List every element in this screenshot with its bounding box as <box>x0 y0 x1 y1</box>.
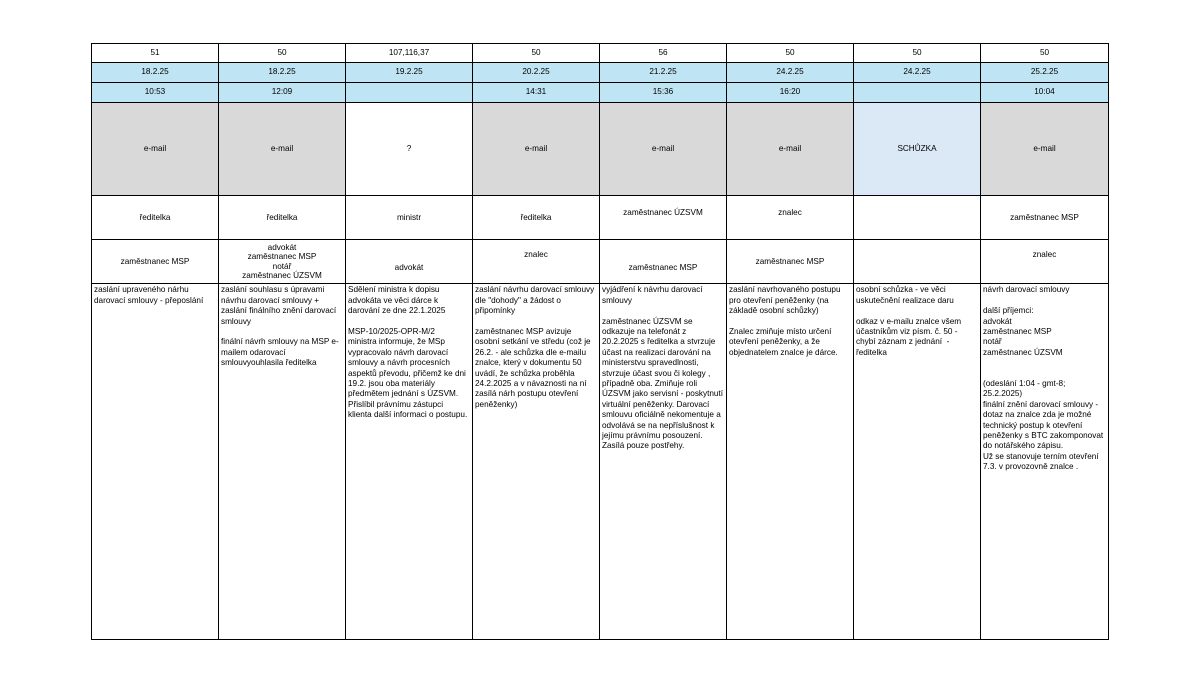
description-row <box>92 284 1109 640</box>
communication-type-cell: e-mail <box>92 103 219 196</box>
description-cell: zaslání souhlasu s úpravami návrhu darovací smlouvy + zaslání finálního znění darovací smlouvy finální návrh smlouvy na MSP e-mailem odarovací smlouvyouhlasila ředitelka <box>219 284 346 640</box>
date-cell: 18.2.25 <box>219 63 346 83</box>
sender-cell: zaměstnanec MSP <box>981 196 1109 240</box>
recipient-cell: znalec <box>473 240 600 284</box>
doc-number-cell: 56 <box>600 44 727 63</box>
doc-number-cell: 50 <box>473 44 600 63</box>
doc-number-cell: 50 <box>854 44 981 63</box>
time-cell: 15:36 <box>600 83 727 103</box>
timeline-table <box>91 43 1109 640</box>
sender-cell: ministr <box>346 196 473 240</box>
time-cell: 16:20 <box>727 83 854 103</box>
recipient-cell: zaměstnanec MSP <box>727 240 854 284</box>
time-row <box>92 83 1109 103</box>
date-cell: 19.2.25 <box>346 63 473 83</box>
time-cell <box>346 83 473 103</box>
description-cell: Sdělení ministra k dopisu advokáta ve věci dárce k darování ze dne 22.1.2025 MSP-10/2025-OPR-M/2 ministra informuje, že MSp vypracovalo návrh darovací smlouvy a návrh procesních aspektů převodu, přičemž ke dni 19.2. jsou oba materiály předmětem jednání s ÚZSVM. Přislíbil právnímu zástupci klienta další informaci o postupu. <box>346 284 473 640</box>
sender-cell: znalec <box>778 207 802 217</box>
date-row <box>92 63 1109 83</box>
communication-type-cell: ? <box>346 103 473 196</box>
sender-cell: ředitelka <box>92 196 219 240</box>
recipient-cell <box>854 240 981 284</box>
recipient-cell: zaměstnanec MSP <box>600 240 727 284</box>
date-cell: 25.2.25 <box>981 63 1109 83</box>
document-number-row <box>92 44 1109 63</box>
description-cell: osobní schůzka - ve věci uskutečnění realizace daru odkaz v e-mailu znalce všem účastníkům viz písm. č. 50 - chybí záznam z jednání - ředitelka <box>854 284 981 640</box>
description-cell: vyjádření k návrhu darovací smlouvy zaměstnanec ÚZSVM se odkazuje na telefonát z 20.2.2025 s ředitelka a stvrzuje účast na realizaci darování na ministerstvu spravedlnosti, stvrzuje účast svou či kolegy , případně oba. Zmiňuje roli ÚZSVM jako servisní - poskytnutí virtuální peněženky. Darovací smlouvu oficiálně nekomentuje a odvolává se na nepříslušnost k jejímu právnímu posouzení. Zasílá pouze postřehy. <box>600 284 727 640</box>
date-cell: 18.2.25 <box>92 63 219 83</box>
sender-cell: ředitelka <box>219 196 346 240</box>
recipient-cell: zaměstnanec MSP <box>92 240 219 284</box>
sender-cell: ředitelka <box>473 196 600 240</box>
description-cell: zaslání navrhovaného postupu pro otevření peněženky (na základě osobní schůzky) Znalec zmiňuje místo určení otevření peněženky, a že objednatelem znalce je dárce. <box>727 284 854 640</box>
date-cell: 20.2.25 <box>473 63 600 83</box>
description-cell: zaslání upraveného nárhu darovací smlouvy - přeposlání <box>92 284 219 640</box>
communication-type-cell: e-mail <box>981 103 1109 196</box>
recipient-cell: znalec <box>981 240 1109 284</box>
communication-type-cell: e-mail <box>219 103 346 196</box>
time-cell: 10:04 <box>981 83 1109 103</box>
recipient-cell: advokát zaměstnanec MSP notář zaměstnanec ÚZSVM <box>219 240 346 284</box>
doc-number-cell: 107,116,37 <box>346 44 473 63</box>
sender-cell <box>854 196 981 240</box>
date-cell: 24.2.25 <box>727 63 854 83</box>
time-cell <box>854 83 981 103</box>
description-cell: návrh darovací smlouvy další příjemci: advokát zaměstnanec MSP notář zaměstnanec ÚZSVM (odeslání 1:04 - gmt-8; 25.2.2025) finální znění darovací smlouvy - dotaz na znalce zda je možné technický postup k otevření peněženky s BTC zakomponovat do notářského zápisu. Už se stanovuje terním otevření 7.3. v provozovně znalce . <box>981 284 1109 640</box>
date-cell: 21.2.25 <box>600 63 727 83</box>
recipient-row <box>92 240 1109 284</box>
recipient-cell: advokát <box>346 240 473 284</box>
time-cell: 12:09 <box>219 83 346 103</box>
sender-row <box>92 196 1109 240</box>
communication-type-cell: SCHŮZKA <box>854 103 981 196</box>
doc-number-cell: 51 <box>92 44 219 63</box>
time-cell: 10:53 <box>92 83 219 103</box>
doc-number-cell: 50 <box>219 44 346 63</box>
communication-type-cell: e-mail <box>473 103 600 196</box>
time-cell: 14:31 <box>473 83 600 103</box>
communication-type-row <box>92 103 1109 196</box>
doc-number-cell: 50 <box>981 44 1109 63</box>
communication-type-cell: e-mail <box>727 103 854 196</box>
sender-cell: zaměstnanec ÚZSVM <box>623 207 703 217</box>
date-cell: 24.2.25 <box>854 63 981 83</box>
communication-type-cell: e-mail <box>600 103 727 196</box>
doc-number-cell: 50 <box>727 44 854 63</box>
description-cell: zaslání návrhu darovací smlouvy dle "dohody" a žádost o připomínky zaměstnanec MSP avizuje osobní setkání ve středu (což je 26.2. - ale schůzka dle e-mailu znalce, který v dokumentu 50 uvádí, že schůzka proběhla 24.2.2025 a v návaznosti na ní zasílá nárh postupu otevření peněženky) <box>473 284 600 640</box>
